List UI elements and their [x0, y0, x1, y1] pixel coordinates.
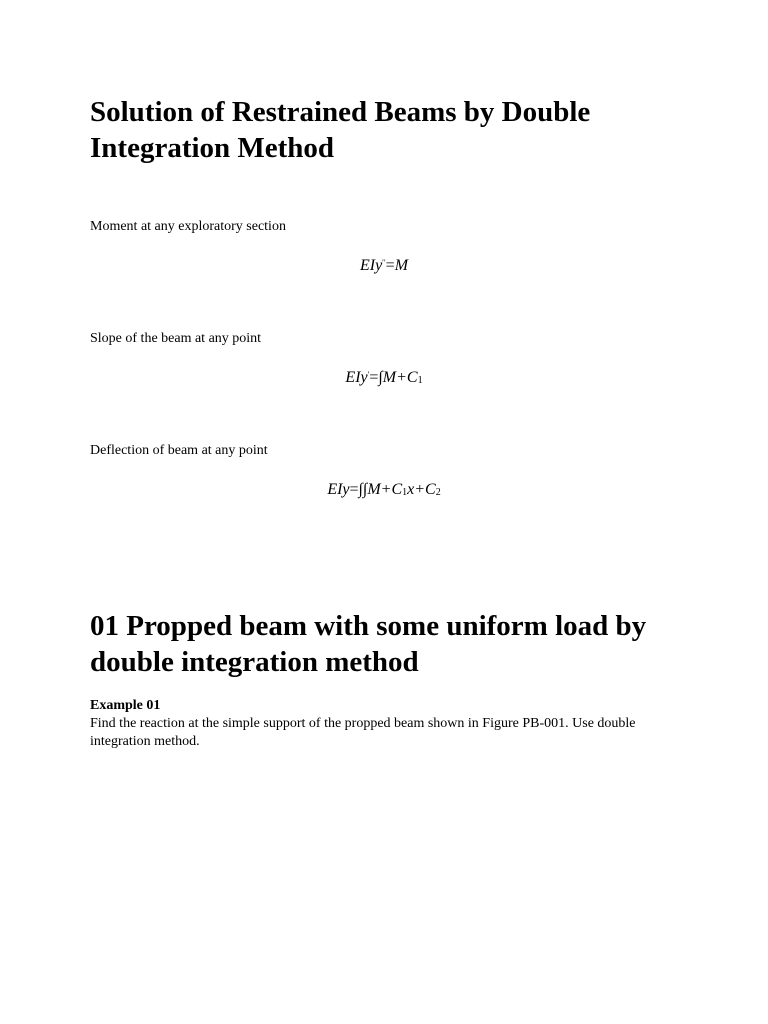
moment-formula	[0, 256, 768, 278]
page-title: Solution of Restrained Beams by Double Integration Method	[90, 96, 591, 164]
slope-label: Slope of the beam at any point	[90, 331, 262, 346]
slope-formula-rhs: M+C	[382, 369, 418, 386]
deflection-formula	[0, 480, 768, 502]
moment-formula-eq: =	[385, 257, 395, 274]
deflection-formula-lhs: EIy	[327, 481, 350, 498]
slope-formula-prime: ′	[367, 370, 370, 379]
moment-formula-lhs: EIy	[359, 257, 383, 274]
deflection-formula-mid: x+C	[407, 481, 436, 498]
example-title: Example 01	[90, 698, 161, 713]
section-heading: 01 Propped beam with some uniform load by double integration method	[90, 610, 647, 678]
moment-formula-rhs: M	[394, 257, 409, 274]
slope-formula	[0, 368, 768, 390]
example-text: Find the reaction at the simple support of the propped beam shown in Figure PB-001. Use double integration method.	[90, 716, 636, 749]
slope-formula-eq: =∫	[369, 369, 383, 386]
deflection-formula-rhs: M+C	[367, 481, 403, 498]
moment-formula-prime: ′′	[382, 258, 386, 267]
deflection-formula-eq: =∫∫	[349, 481, 368, 498]
deflection-formula-sub2: 2	[435, 487, 441, 498]
slope-formula-lhs: EIy	[345, 369, 368, 386]
deflection-formula-sub1: 1	[402, 487, 408, 498]
slope-formula-sub1: 1	[417, 375, 423, 386]
moment-label: Moment at any exploratory section	[90, 219, 286, 234]
deflection-label: Deflection of beam at any point	[90, 443, 268, 458]
